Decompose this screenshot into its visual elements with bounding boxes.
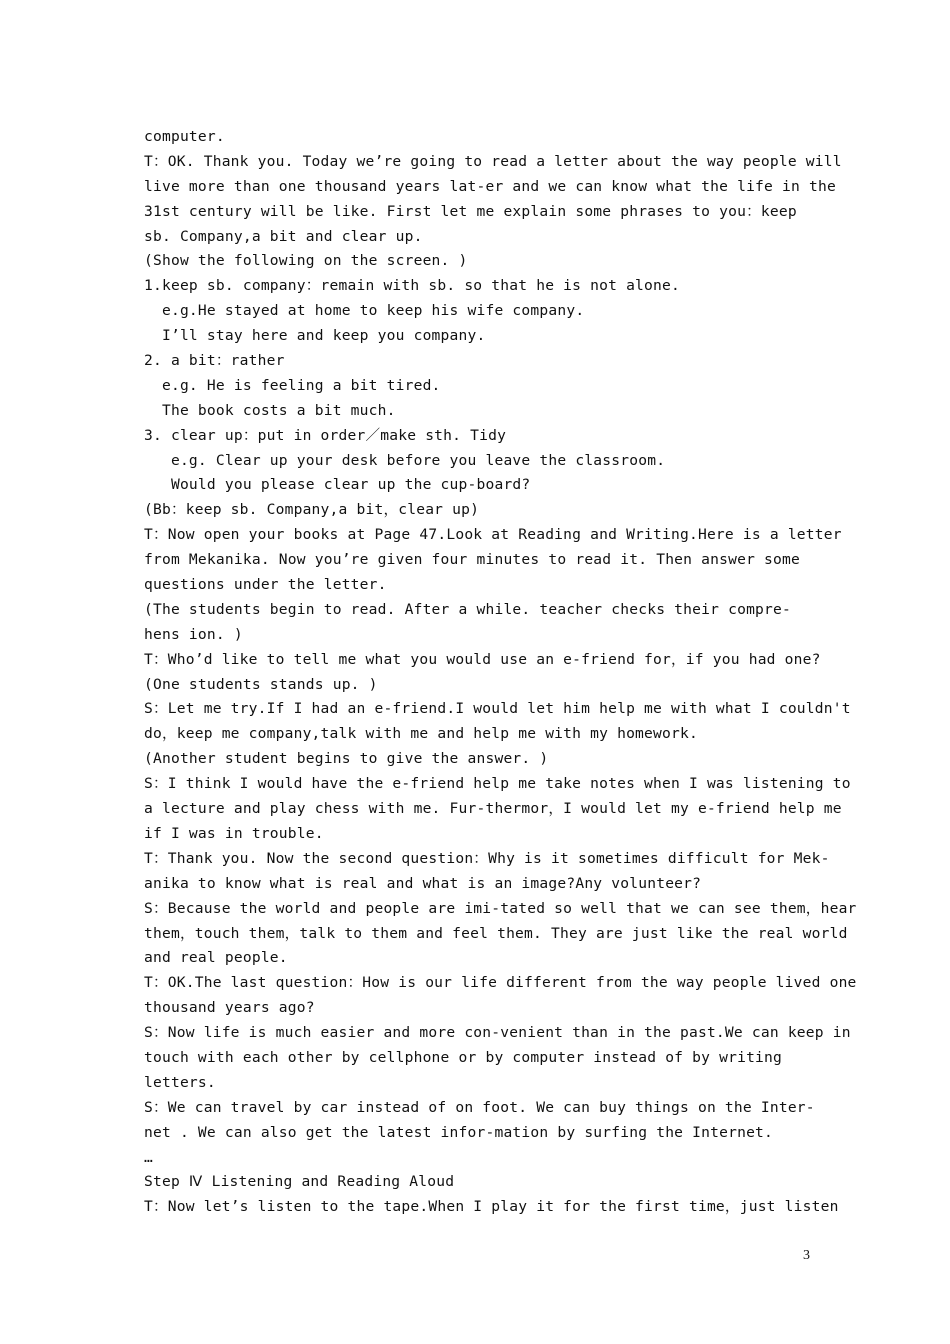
- text-line: e.g. He is feeling a bit tired.: [144, 376, 441, 394]
- text-line: 3. clear up：put in order／make sth. Tidy: [144, 426, 507, 444]
- text-line: live more than one thousand years lat-er and we can know what the life in the: [144, 177, 836, 195]
- text-line: …: [144, 1148, 153, 1166]
- text-line: T：OK. Thank you. Today we’re going to read a letter about the way people will: [144, 152, 842, 170]
- text-line: S：We can travel by car instead of on foot. We can buy things on the Inter-: [144, 1098, 815, 1116]
- text-line: from Mekanika. Now you’re given four minutes to read it. Then answer some: [144, 551, 800, 569]
- text-line: e.g. Clear up your desk before you leave the classroom.: [144, 451, 666, 469]
- text-line: them，touch them，talk to them and feel them. They are just like the real world: [144, 924, 848, 942]
- text-line: (Show the following on the screen. ): [144, 252, 468, 270]
- text-line: (The students begin to read. After a while. teacher checks their compre-: [144, 600, 792, 618]
- text-line: thousand years ago?: [144, 999, 315, 1017]
- text-line: T：Who’d like to tell me what you would use an e-friend for，if you had one?: [144, 650, 821, 668]
- text-line: S：Because the world and people are imi-tated so well that we can see them，hear: [144, 899, 857, 917]
- text-line: S：Now life is much easier and more con-venient than in the past.We can keep in: [144, 1024, 851, 1042]
- text-line: S：I think I would have the e-friend help me take notes when I was listening to: [144, 775, 851, 793]
- text-line: (One students stands up. ): [144, 675, 378, 693]
- text-line: 31st century will be like. First let me explain some phrases to you：keep: [144, 202, 797, 220]
- text-line: anika to know what is real and what is an image?Any volunteer?: [144, 874, 702, 892]
- text-line: 1.keep sb. company：remain with sb. so that he is not alone.: [144, 277, 680, 295]
- text-line: T：Now let’s listen to the tape.When I play it for the first time，just listen: [144, 1198, 839, 1216]
- text-line: e.g.He stayed at home to keep his wife company.: [144, 302, 585, 320]
- text-line: letters.: [144, 1073, 216, 1091]
- text-line: T：Thank you. Now the second question：Why is it sometimes difficult for Mek-: [144, 849, 830, 867]
- text-line: net . We can also get the latest infor-mation by surfing the Internet.: [144, 1123, 774, 1141]
- text-line: a lecture and play chess with me. Fur-thermor，I would let my e-friend help me: [144, 800, 842, 818]
- text-line: The book costs a bit much.: [144, 401, 396, 419]
- text-line: sb. Company,a bit and clear up.: [144, 227, 423, 245]
- text-line: touch with each other by cellphone or by computer instead of by writing: [144, 1048, 783, 1066]
- text-line: and real people.: [144, 949, 288, 967]
- text-line: 2. a bit：rather: [144, 352, 285, 370]
- text-line: S：Let me try.If I had an e-friend.I would let him help me with what I couldn't: [144, 700, 851, 718]
- text-line: (Another student begins to give the answer. ): [144, 750, 549, 768]
- text-line: Step Ⅳ Listening and Reading Aloud: [144, 1173, 455, 1191]
- text-line: if I was in trouble.: [144, 824, 324, 842]
- page-number: 3: [803, 1248, 810, 1263]
- text-line: (Bb：keep sb. Company,a bit，clear up): [144, 501, 480, 519]
- body-text: [144, 125, 857, 1220]
- text-line: I’ll stay here and keep you company.: [144, 327, 486, 345]
- text-line: computer.: [144, 128, 225, 145]
- text-line: T：OK.The last question：How is our life different from the way people lived one: [144, 974, 857, 992]
- text-line: hens ion. ): [144, 625, 243, 643]
- text-line: Would you please clear up the cup-board?: [144, 476, 531, 494]
- text-line: questions under the letter.: [144, 576, 387, 594]
- text-line: do，keep me company,talk with me and help me with my homework.: [144, 725, 698, 743]
- text-line: T：Now open your books at Page 47.Look at Reading and Writing.Here is a letter: [144, 526, 842, 544]
